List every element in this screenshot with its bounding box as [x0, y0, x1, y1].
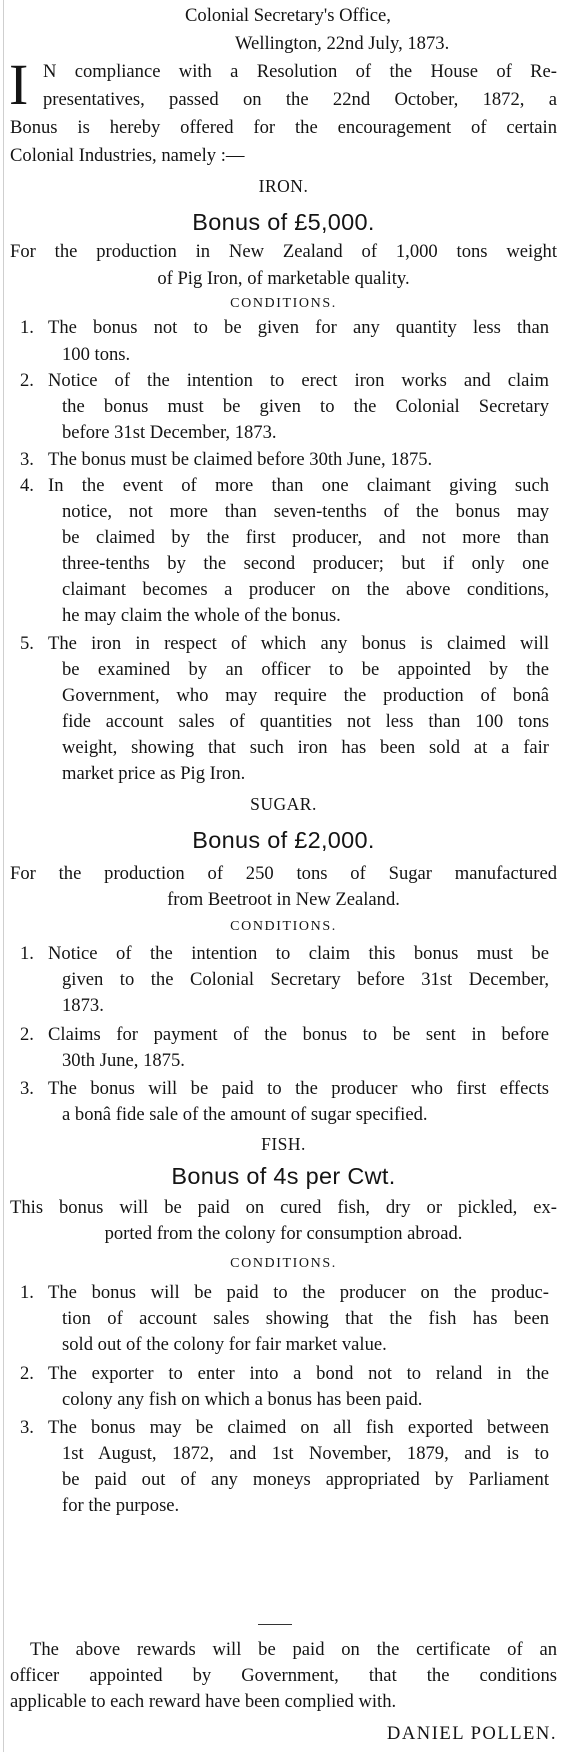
intro-line-2: presentatives, passed on the 22nd October, 1872, a — [43, 89, 557, 110]
section-heading-sugar: SUGAR. — [250, 794, 317, 814]
intro-line-3: Bonus is hereby offered for the encouragement of certain — [10, 117, 557, 138]
drop-cap: I — [9, 52, 29, 117]
iron-desc-2: of Pig Iron, of marketable quality. — [157, 268, 410, 289]
sugar-desc-2: from Beetroot in New Zealand. — [167, 889, 400, 910]
closing-line-3: applicable to each reward have been complied with. — [10, 1691, 397, 1712]
section-heading-fish: FISH. — [261, 1134, 306, 1154]
iron-conditions-heading: CONDITIONS. — [230, 296, 337, 311]
sugar-desc-1: For the production of 250 tons of Sugar manufactured — [10, 863, 557, 884]
closing-line-2: officer appointed by Government, that the conditions — [10, 1665, 557, 1686]
fish-conditions-heading: CONDITIONS. — [230, 1256, 337, 1271]
bonus-sugar: Bonus of £2,000. — [192, 827, 375, 853]
column-rule — [3, 0, 4, 1752]
intro-line-4: Colonial Industries, namely :— — [10, 145, 245, 166]
closing-line-1: The above rewards will be paid on the certificate of an — [30, 1639, 557, 1660]
fish-desc-2: ported from the colony for consumption abroad. — [104, 1223, 463, 1244]
section-heading-iron: IRON. — [258, 176, 309, 196]
section-divider — [258, 1624, 292, 1625]
signature: DANIEL POLLEN. — [386, 1723, 557, 1744]
header-office: Colonial Secretary's Office, — [185, 5, 391, 26]
bonus-fish: Bonus of 4s per Cwt. — [171, 1163, 396, 1189]
bonus-iron: Bonus of £5,000. — [192, 209, 375, 235]
notice-page: Colonial Secretary's Office, Wellington, 22nd July, 1873. I N compliance with a Resolution of the House of Re- presentatives, passed on the 22nd October, 1872, a Bonus is hereby offered for the encouragement of certain Colonial Industries, namely :— IRON. Bonus of £5,000. For the production in New Zealand of 1,000 tons weight of Pig Iron, of marketable quality. CONDITIONS. 1. The bonus not to be given for any quantity less than 100 tons. 2. Notice of the intention to erect iron works and claim the bonus must be given to the Colonial Secretary before 31st December, 1873. 3. The bonus must be claimed before 30th June, 1875. 4. In the event of more than one claimant giving such notice, not more than seven-tenths of the bonus may be claimed by the first producer, and not more than three-tenths by the second producer; but if only one claimant becomes a producer on the above conditions, he may claim the whole of the bonus. 5. The iron in respect of which any bonus is claimed will be examined by an officer to be appointed by the Government, who may require the production of bonâ fide account sales of quantities not less than 100 tons weight, showing that such iron has been sold at a fair market price as Pig Iron. SUGAR. Bonus of £2,000. For the production of 250 tons of Sugar manufactured from Beetroot in New Zealand. CONDITIONS. 1. Notice of the intention to claim this bonus must be given to the Colonial Secretary before 31st December, 1873. 2. Claims for payment of the bonus to be sent in before 30th June, 1875. 3. The bonus will be paid to the producer who first effects a bonâ fide sale of the amount of sugar specified. FISH. Bonus of 4s per Cwt. This bonus will be paid on cured fish, dry or pickled, ex- ported from the colony for consumption abroad. CONDITIONS. 1. The bonus will be paid to the producer on the produc- tion of account sales showing that the fish has been sold out of the colony for fair market value. 2. The exporter to enter into a bond not to reland in the colony any fish on which a bonus has been paid. 3. The bonus may be claimed on all fish exported between 1st August, 1872, and 1st November, 1879, and is to be paid out of any moneys appropriated by Parliament for the purpose. The above rewards will be paid on the certificate of an officer appointed by Government, that the conditions applicable to each reward have been complied with. DANIEL POLLEN. — [0, 0, 565, 1752]
intro-line-1: N compliance with a Resolution of the House of Re- — [43, 61, 557, 82]
fish-desc-1: This bonus will be paid on cured fish, dry or pickled, ex- — [10, 1197, 557, 1218]
iron-desc-1: For the production in New Zealand of 1,000 tons weight — [10, 241, 557, 262]
header-place-date: Wellington, 22nd July, 1873. — [235, 33, 450, 54]
sugar-conditions-heading: CONDITIONS. — [230, 919, 337, 934]
